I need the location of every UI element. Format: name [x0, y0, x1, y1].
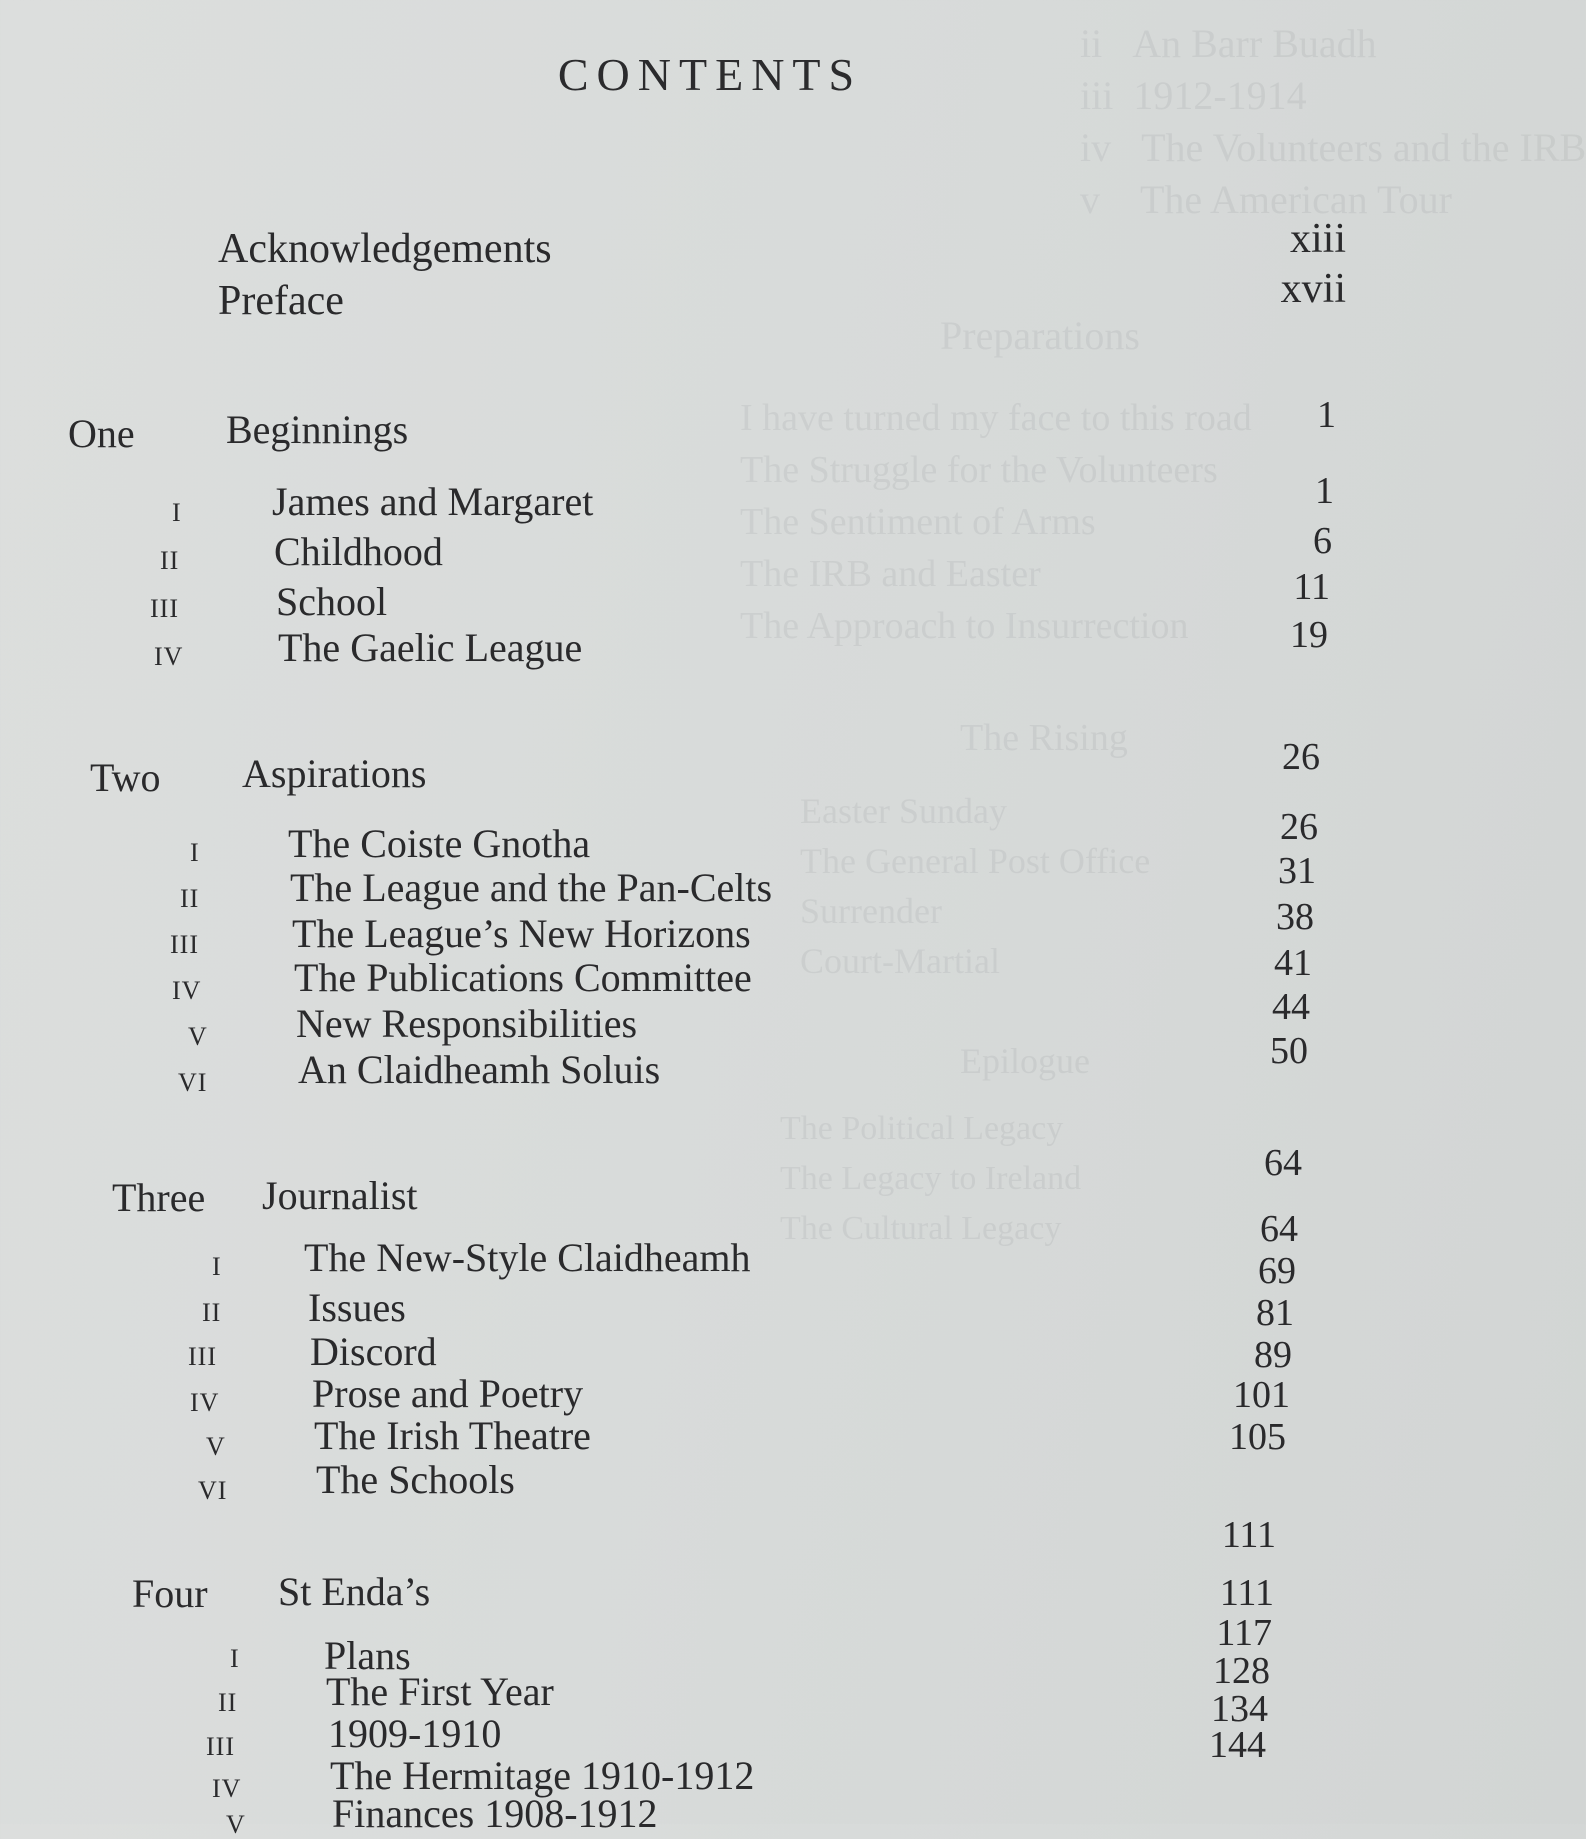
chapter-page: 6 [1313, 520, 1332, 562]
chapter-page: 31 [1278, 850, 1316, 892]
chapter-title: The Coiste Gnotha [288, 821, 591, 866]
chapter-numeral: V [226, 1810, 246, 1839]
chapter-page: 11 [1293, 566, 1330, 608]
show-through-text: Epilogue [960, 1041, 1090, 1081]
chapter-numeral: II [202, 1298, 222, 1327]
chapter-title: The First Year [326, 1669, 554, 1714]
chapter-title: An Claidheamh Soluis [298, 1047, 661, 1092]
chapter-numeral: IV [172, 976, 202, 1005]
part-number: One [68, 411, 135, 456]
chapter-page: 64 [1260, 1208, 1298, 1250]
chapter-numeral: VI [178, 1068, 208, 1097]
chapter-page: 19 [1290, 614, 1328, 656]
chapter-title: James and Margaret [272, 479, 594, 524]
part-page: 111 [1221, 1514, 1276, 1556]
show-through-text: iv The Volunteers and the IRB [1080, 125, 1586, 170]
chapter-numeral: III [170, 930, 199, 959]
chapter-title: School [276, 579, 388, 624]
part-title: Beginnings [226, 407, 409, 452]
chapter-page: 69 [1258, 1250, 1296, 1292]
part-number: Four [132, 1571, 208, 1616]
chapter-title: The Publications Committee [294, 955, 752, 1000]
chapter-numeral: II [180, 884, 200, 913]
chapter-page: 41 [1274, 942, 1312, 984]
part-title: Journalist [262, 1173, 418, 1218]
chapter-title: The Irish Theatre [314, 1413, 591, 1458]
show-through-text: The Cultural Legacy [780, 1210, 1062, 1247]
chapter-numeral: I [212, 1252, 222, 1281]
chapter-title: The Gaelic League [278, 625, 583, 670]
show-through-text: I have turned my face to this road [740, 397, 1252, 439]
chapter-title: New Responsibilities [296, 1001, 638, 1046]
chapter-page: 26 [1280, 806, 1318, 848]
chapter-numeral: II [160, 546, 180, 575]
chapter-page: 81 [1256, 1292, 1294, 1334]
chapter-page: 50 [1270, 1030, 1308, 1072]
chapter-numeral: V [188, 1022, 208, 1051]
chapter-numeral: IV [212, 1774, 242, 1803]
show-through-text: The Sentiment of Arms [740, 501, 1096, 543]
chapter-title: The New-Style Claidheamh [304, 1235, 751, 1280]
show-through-text: The Political Legacy [780, 1110, 1064, 1147]
front-matter-page: xvii [1280, 266, 1346, 312]
show-through-text: The Legacy to Ireland [780, 1160, 1082, 1197]
chapter-title: Finances 1908-1912 [332, 1791, 658, 1836]
show-through-text: Preparations [940, 313, 1140, 358]
chapter-page: 134 [1211, 1688, 1268, 1730]
chapter-page: 44 [1272, 986, 1310, 1028]
part-page: 64 [1264, 1142, 1302, 1184]
front-matter-title: Acknowledgements [218, 226, 552, 272]
chapter-numeral: IV [190, 1388, 220, 1417]
chapter-title: 1909-1910 [328, 1711, 502, 1756]
show-through-text: The Rising [960, 717, 1128, 759]
show-through-text: Surrender [800, 891, 942, 931]
chapter-page: 89 [1254, 1334, 1292, 1376]
front-matter-page: xiii [1289, 216, 1346, 262]
show-through-text: ii An Barr Buadh [1080, 21, 1377, 66]
part-number: Two [90, 755, 161, 800]
chapter-title: The Schools [316, 1457, 515, 1502]
chapter-page: 144 [1209, 1724, 1266, 1766]
chapter-title: Childhood [274, 529, 443, 574]
show-through-text: iii 1912-1914 [1080, 73, 1307, 118]
chapter-title: Prose and Poetry [312, 1371, 584, 1416]
show-through-text: Easter Sunday [800, 791, 1007, 831]
show-through-text: The Approach to Insurrection [740, 605, 1189, 647]
chapter-title: The Hermitage 1910-1912 [330, 1753, 755, 1798]
part-page: 26 [1282, 736, 1320, 778]
chapter-numeral: IV [154, 642, 184, 671]
chapter-title: Plans [324, 1633, 411, 1678]
show-through-text: The General Post Office [800, 841, 1151, 881]
chapter-page: 101 [1233, 1374, 1290, 1416]
chapter-page: 128 [1213, 1650, 1270, 1692]
chapter-page: 38 [1276, 896, 1314, 938]
chapter-page: 105 [1229, 1416, 1286, 1458]
chapter-numeral: III [188, 1342, 217, 1371]
chapter-title: The League’s New Horizons [292, 911, 751, 956]
part-title: Aspirations [242, 751, 427, 796]
chapter-numeral: I [172, 498, 182, 527]
chapter-numeral: I [190, 838, 200, 867]
chapter-title: Issues [308, 1285, 406, 1330]
chapter-page: 111 [1219, 1572, 1274, 1614]
chapter-numeral: III [150, 594, 179, 623]
chapter-title: The League and the Pan-Celts [290, 865, 773, 910]
chapter-numeral: V [206, 1432, 226, 1461]
part-page: 1 [1317, 394, 1336, 436]
show-through-text: Court-Martial [800, 941, 1000, 981]
part-title: St Enda’s [278, 1569, 431, 1614]
chapter-numeral: II [218, 1688, 238, 1717]
part-number: Three [112, 1175, 206, 1220]
show-through-text: The Struggle for the Volunteers [740, 449, 1218, 491]
chapter-page: 117 [1216, 1612, 1272, 1654]
chapter-numeral: III [206, 1732, 235, 1761]
chapter-title: Discord [310, 1329, 437, 1374]
chapter-numeral: I [230, 1644, 240, 1673]
show-through-text: v The American Tour [1080, 177, 1452, 222]
front-matter-title: Preface [218, 278, 344, 324]
show-through-text: The IRB and Easter [740, 553, 1041, 595]
page-heading: CONTENTS [557, 49, 863, 100]
chapter-numeral: VI [198, 1476, 228, 1505]
chapter-page: 1 [1315, 470, 1334, 512]
